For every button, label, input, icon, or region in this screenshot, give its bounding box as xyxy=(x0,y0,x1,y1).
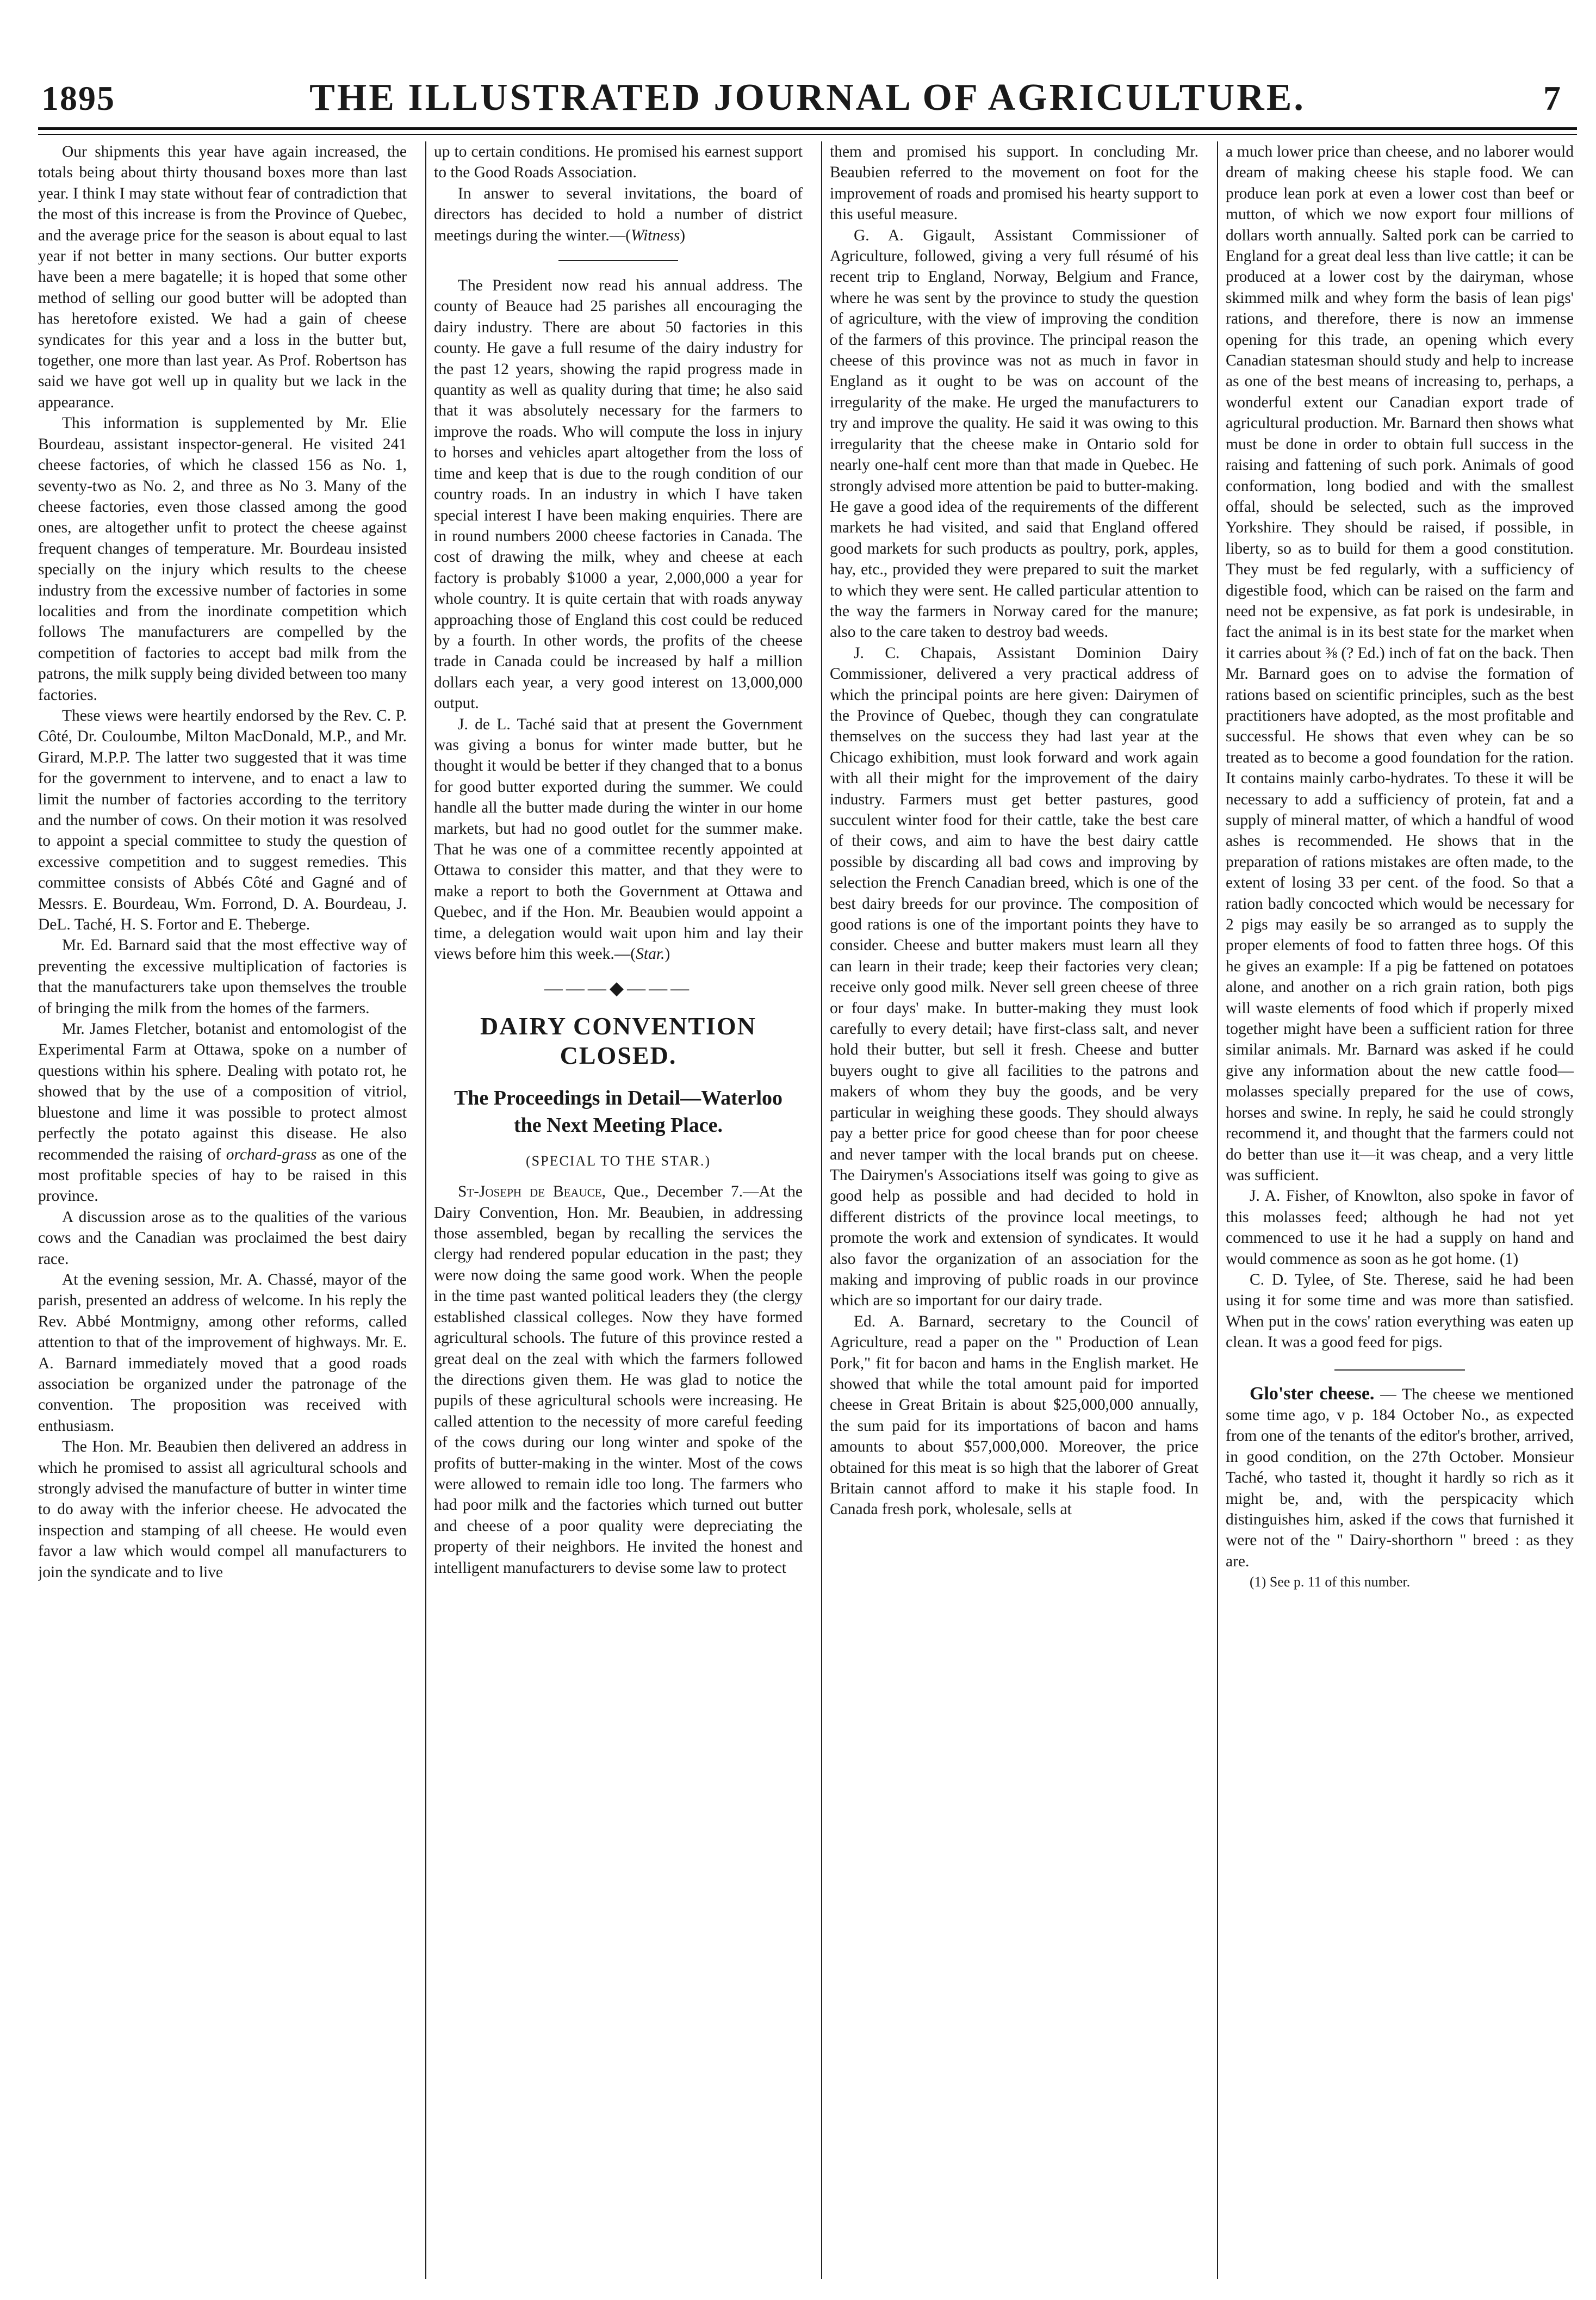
paragraph: These views were heartily endorsed by the Rev. C. P. Côté, Dr. Couloumbe, Milton MacDonald, M.P., and Mr. Girard, M.P.P. The latter two suggested that it was time for the government to intervene, and to enact a law to limit the number of factories according to the territory and the number of cows. On their motion it was resolved to appoint a special committee to study the question of excessive competition and to suggest remedies. This committee consists of Abbés Côté and Gagné and of Messrs. E. Bourdeau, Wm. Forrond, D. A. Bourdeau, J. DeL. Taché, H. S. Fortor and E. Theberge. xyxy=(38,706,407,934)
text-run: In answer to several invitations, the board of directors has decided to hold a number of district meetings during the winter.—( xyxy=(434,184,803,244)
text-run: J. de L. Taché said that at present the Government was giving a bonus for winter made butter, but he thought it would be better if they changed that to a bonus for good butter exported during the summer. We could handle all the butter made during the winter in our home markets, but had no good outlet for the summer make. That he was one of a committee recently appointed at Ottawa to consider this matter, and that they were to make a report to both the Government at Ottawa and Quebec, and if the Hon. Mr. Beaubien would appoint a time, a delegation would wait upon him and lay their views before him this week.—( xyxy=(434,715,803,963)
paragraph: Ed. A. Barnard, secretary to the Council of Agriculture, read a paper on the " Production of Lean Pork," fit for bacon and hams in the English market. He showed that while the total amount paid for imported cheese in Great Britain is about $25,000,000 annually, the sum paid for its importations of bacon and hams amounts to about $57,000,000. Moreover, the price obtained for this meat is so high that the laborer of Great Britain cannot afford to make it his staple food. In Canada fresh pork, wholesale, sells at xyxy=(830,1312,1198,1518)
paragraph xyxy=(1226,1384,1574,1572)
text-run: ) xyxy=(665,945,670,963)
text-run: Que., December 7.—At the Dairy Convention, Hon. Mr. Beaubien, in addressing those assembled, began by recalling the services the clergy had rendered popular education in the past; they were now doing the same good work. When the people in the time past wanted political leaders they (the clergy established classical colleges. Now they have formed agricultural schools. The future of this province rested a great deal on the zeal with which the farmers followed the directions given them. He was glad to notice the pupils of these agricultural schools were increasing. He called attention to the necessity of more careful feeding of the cows during our long winter and spoke of the profits of butter-making in the winter. Most of the cows were allowed to remain idle too long. The farmers who had poor milk and the factories which turned out butter and cheese of a poor quality were depreciating the property of their neighbors. He invited the honest and intelligent manufacturers to devise some law to protect xyxy=(434,1183,803,1577)
header-rule-thin xyxy=(38,134,1577,135)
text-run: — The cheese we mentioned some time ago, v p. 184 October No., as expected from one of the tenants of the editor's brother, arrived, in good condition, on the 27th October. Monsieur Taché, who tasted it, thought it hardly so rich as it might be, and, with the perspicacity which distinguishes him, asked if the cows that furnished it were not of the " Dairy-shorthorn " breed : as they are. xyxy=(1226,1385,1574,1570)
paragraph: Our shipments this year have again increased, the totals being about thirty thousand boxes more than last year. I think I may state without fear of contradiction that the most of this increase is from the Province of Quebec, and the average price for the season is about equal to last year if not better in many sections. Our butter exports have been a mere bagatelle; it is hoped that some other method of selling our good butter will be adopted than has heretofore existed. We had a gain of cheese syndicates for this year and a loss in the butter but, together, one more than last year. As Prof. Robertson has said we have got well up in quality but we lack in the appearance. xyxy=(38,143,407,411)
footnote: (1) See p. 11 of this number. xyxy=(1250,1574,1411,1590)
paragraph: J. C. Chapais, Assistant Dominion Dairy Commissioner, delivered a very practical address of which the principal points are here given: Dairymen of the Province of Quebec, though they can congratulate themselves on the success they had last year at the Chicago exhibition, must look forward and work again with all their might for the improvement of the dairy industry. Farmers must get better pastures, good succulent winter food for their cattle, take the best care of their cows, and aim to have the best dairy cattle possible by discarding all bad cows and improving by selection the French Canadian breed, which is one of the best dairy breeds for our province. The composition of good rations is one of the important points they have to consider. Cheese and butter makers must learn all they can learn in their trade; keep their factories very clean; receive only good milk. Never sell green cheese of three or four days' make. In butter-making they must look carefully to every detail; have first-class salt, and never hold their butter, but sell it fresh. Cheese and butter buyers ought to give all facilities to the patrons and makers of whom they buy the goods, and be very particular in weighing these goods. They should always pay a better price for good cheese than for poor cheese and never tamper with the local brands put on cheese. The Dairymen's Associations itself was going to give as good help as possible and had decided to hold in different districts of the province local meetings, to promote the work and extension of syndicates. It would also favor the organization of an association for the making and improving of public roads in our province which are so important for our dairy trade. xyxy=(830,644,1198,1310)
column-2 xyxy=(434,141,803,2279)
run-in-heading: Glo'ster cheese. xyxy=(1250,1383,1375,1404)
text-run: as one of the most profitable species of hay to be raised in this province. xyxy=(38,1145,407,1205)
section-rule xyxy=(1334,1369,1465,1371)
paragraph xyxy=(38,1019,407,1207)
paragraph: A discussion arose as to the qualities of the various cows and the Canadian was proclaimed the best dairy race. xyxy=(38,1208,407,1268)
paragraph: up to certain conditions. He promised his earnest support to the Good Roads Association. xyxy=(434,143,803,182)
text-run: Mr. James Fletcher, botanist and entomologist of the Experimental Farm at Ottawa, spoke on a number of questions within his sphere. Dealing with potato rot, he showed that by the use of a composition of vitriol, bluestone and lime it was possible to protect almost perfectly the potato against this disease. He also recommended the raising of xyxy=(38,1020,407,1163)
paragraph: a much lower price than cheese, and no laborer would dream of making cheese his staple food. We can produce lean pork at even a lower cost than beef or mutton, of which we now export four millions of dollars worth annually. Salted pork can be carried to England for a great deal less than live cattle; it can be produced at a lower cost by the dairyman, whose skimmed milk and whey form the basis of lean pigs' rations, and therefore, there is now an immense opening for this trade, an opening which every Canadian statesman should study and help to increase as one of the best means of increasing to, perhaps, a wonderful extent our Canadian export trade of agricultural production. Mr. Barnard then shows what must be done in order to obtain full success in the raising and fattening of such pork. Animals of good conformation, long bodied and with the smallest offal, should be selected, such as the improved Yorkshire. They should be raised, if possible, in liberty, so as to build for them a good constitution. They must be fed regularly, with a sufficiency of digestible food, which can be raised on the farm and need not be expensive, as fat pork is undesirable, in fact the animal is in its best state for the market when it carries about ⅜ (? Ed.) inch of fat on the back. Then Mr. Barnard goes on to advise the formation of rations based on scientific principles, such as the best practitioners have adopted, as the most profitable and successful. He shows that even whey can be so treated as to become a good foundation for the ration. It contains mainly carbo-hydrates. To these it will be necessary to add a sufficiency of protein, fat and a supply of mineral matter, of which a handful of wood ashes is recommended. He shows that in the preparation of rations mistakes are often made, to the extent of losing 33 per cent. of the food. So that a ration badly concocted which would be necessary for 2 pigs may easily be so arranged as to supply the proper elements of food to fatten three hogs. Of this he gives an example: If a pig be fattened on potatoes alone, and another on a rich grain ration, both pigs will waste elements of food which if properly mixed together might have been a sufficient ration for three similar animals. Mr. Barnard was asked if he could give any information about the new cattle food—molasses specially prepared for the use of cows, horses and swine. In reply, he said he could strongly recommend it, and thought that the farmers could not do better than use it—it was cheap, and a very little was sufficient. xyxy=(1226,143,1574,1184)
source-credit: Star. xyxy=(636,945,665,963)
column-divider xyxy=(425,141,426,2279)
paragraph: Mr. Ed. Barnard said that the most effective way of preventing the excessive multiplication of factories is that the manufacturers take upon themselves the trouble of bringing the milk from the homes of the farmers. xyxy=(38,937,407,1017)
paragraph: The Hon. Mr. Beaubien then delivered an address in which he promised to assist all agricultural schools and strongly advised the manufacture of butter in winter time to do away with the inferior cheese. He advocated the inspection and stamping of all cheese. He would even favor a law which would compel all manufacturers to join the syndicate and to live xyxy=(38,1438,407,1581)
section-rule xyxy=(558,260,678,261)
paragraph: C. D. Tylee, of Ste. Therese, said he had been using it for some time and was more than satisfied. When put in the cows' ration everything was eaten up clean. It was a good feed for pigs. xyxy=(1226,1270,1574,1352)
emphasis-text: orchard-grass xyxy=(226,1145,317,1163)
paragraph: them and promised his support. In concluding Mr. Beaubien referred to the movement on foot for the improvement of roads and promised his hearty support to this useful measure. xyxy=(830,143,1198,224)
paragraph: At the evening session, Mr. A. Chassé, mayor of the parish, presented an address of welcome. In his reply the Rev. Abbé Montmigny, among other reforms, called attention to that of the improvement of highways. Mr. E. A. Barnard immediately moved that a good roads association be organized under the patronage of the convention. The proposition was received with enthusiasm. xyxy=(38,1270,407,1435)
page-number: 7 xyxy=(1543,79,1561,117)
text-run: ) xyxy=(680,226,686,244)
newspaper-page xyxy=(38,71,1577,2284)
dateline: St-Joseph de Beauce, xyxy=(458,1183,606,1201)
paragraph: J. A. Fisher, of Knowlton, also spoke in favor of this molasses feed; although he had not yet commenced to use it he had a supply on hand and would commence as soon as he got home. (1) xyxy=(1226,1187,1574,1268)
paragraph: G. A. Gigault, Assistant Commissioner of Agriculture, followed, giving a very full résumé of his recent trip to England, Norway, Belgium and France, where he was sent by the province to study the question of agriculture, with the view of improving the condition of the farmers of this province. The principal reason the cheese of this province was not as much in favor in England as it ought to be was on account of the irregularity of the make. He urged the manufacturers to try and improve the quality. He said it was owing to this irregularity that the cheese make in Ontario sold for nearly one-half cent more than that made in Quebec. He strongly advised more attention be paid to butter-making. He gave a good idea of the requirements of the different markets he had visited, and said that England offered good markets for such products as poultry, pork, apples, hay, etc., provided they were prepared to suit the market to which they were sent. He called particular attention to the way the farmers in Norway cared for the manure; also to the care taken to destroy bad weeds. xyxy=(830,226,1198,641)
article-columns xyxy=(38,141,1577,2279)
paragraph xyxy=(434,183,803,246)
paragraph xyxy=(434,714,803,965)
paragraph: The President now read his annual address. The county of Beauce had 25 parishes all encouraging the dairy industry. There are about 50 factories in this county. He gave a full resume of the dairy industry for the past 12 years, showing the rapid progress made in quantity as well as quality during that time; he also said that it was absolutely necessary for the farmers to improve the roads. Who will compute the loss in injury to horses and vehicles apart altogether from the loss of time and keep that is due to the rough condition of our country roads. In an industry in which I have taken special interest I have been making enquiries. There are in round numbers 2000 cheese factories in Canada. The cost of drawing the milk, whey and cheese at each factory is probably $1000 a year, 2,000,000 a year for whole country. It is quite certain that with roads anyway approaching those of England this cost could be reduced by a fourth. In other words, the profits of the cheese trade in Canada could be increased by half a million dollars each year, a very good interest on 13,000,000 output. xyxy=(434,277,803,712)
article-heading: DAIRY CONVENTION CLOSED. xyxy=(480,1012,756,1069)
ornament-divider: ———◆——— xyxy=(544,978,693,999)
source-credit: Witness xyxy=(631,226,680,244)
issue-year: 1895 xyxy=(41,79,115,117)
column-4 xyxy=(1226,141,1574,2279)
column-1 xyxy=(38,141,407,2279)
column-divider xyxy=(821,141,822,2279)
column-3 xyxy=(830,141,1198,2279)
journal-title: THE ILLUSTRATED JOURNAL OF AGRICULTURE. xyxy=(309,77,1306,119)
special-note: (SPECIAL TO THE STAR.) xyxy=(526,1152,711,1169)
column-divider xyxy=(1217,141,1218,2279)
paragraph xyxy=(434,1181,803,1578)
header-rule xyxy=(38,127,1577,130)
paragraph: This information is supplemented by Mr. Elie Bourdeau, assistant inspector-general. He visited 241 cheese factories, of which he classed 156 as No. 1, seventy-two as No. 2, and three as No 3. Many of the cheese factories, even those classed among the good ones, are altogether unfit to protect the cheese against frequent changes of temperature. Mr. Bourdeau insisted specially on the injury which results to the cheese industry from the excessive number of factories in some localities and from the inordinate competition which follows The manufacturers are compelled by the competition of factories to accept bad milk from the patrons, the milk supply being divided between too many factories. xyxy=(38,414,407,704)
running-head xyxy=(38,71,1577,131)
article-subheading: The Proceedings in Detail—Waterloo the Next Meeting Place. xyxy=(454,1086,783,1137)
